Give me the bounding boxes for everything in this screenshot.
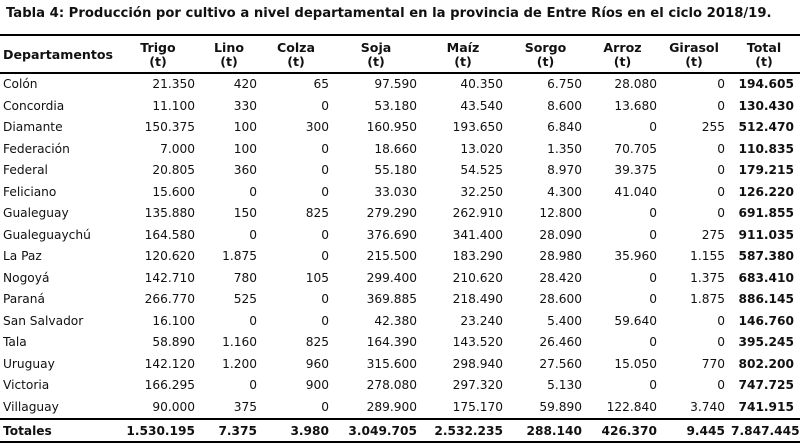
value-cell: 150	[233, 206, 257, 221]
value-cell: 28.420	[539, 270, 582, 285]
table-row	[0, 268, 800, 290]
value-cell: 0	[717, 206, 725, 221]
column-header-3	[332, 35, 420, 73]
value-cell: 375	[233, 399, 257, 414]
row-total-cell: 126.220	[738, 184, 794, 199]
row-total-cell: 146.760	[738, 313, 794, 328]
value-cell: 0	[321, 249, 329, 264]
value-cell: 289.900	[366, 399, 417, 414]
value-cell: 65	[313, 77, 329, 92]
column-name: Soja	[360, 40, 392, 55]
value-cell: 1.875	[690, 292, 725, 307]
value-cell: 0	[321, 313, 329, 328]
value-cell: 0	[321, 141, 329, 156]
row-total-cell: 886.145	[738, 292, 794, 307]
column-header-1	[198, 35, 260, 73]
value-cell: 0	[649, 206, 657, 221]
column-name: Total	[746, 40, 782, 55]
totals-label: Totales	[3, 423, 52, 438]
column-unit: (t)	[287, 54, 305, 69]
value-cell: 525	[233, 292, 257, 307]
value-cell: 297.320	[452, 378, 503, 393]
value-cell: 0	[717, 163, 725, 178]
value-cell: 300	[305, 120, 329, 135]
value-cell: 35.960	[614, 249, 657, 264]
column-header-8	[728, 35, 800, 73]
value-cell: 0	[717, 77, 725, 92]
table-row	[0, 160, 800, 182]
column-name: Maíz	[446, 40, 480, 55]
column-header-departamentos: Departamentos	[3, 47, 114, 62]
column-unit: (t)	[454, 54, 472, 69]
value-cell: 0	[249, 184, 257, 199]
table-row	[0, 289, 800, 311]
value-cell: 7.000	[160, 141, 195, 156]
value-cell: 900	[305, 378, 329, 393]
value-cell: 59.890	[539, 399, 582, 414]
column-total-cell: 3.049.705	[348, 423, 417, 438]
row-total-cell: 802.200	[738, 356, 794, 371]
department-name: Colón	[3, 77, 38, 92]
value-cell: 100	[233, 141, 257, 156]
value-cell: 210.620	[452, 270, 503, 285]
value-cell: 825	[305, 335, 329, 350]
value-cell: 8.970	[547, 163, 582, 178]
row-total-cell: 179.215	[738, 163, 794, 178]
value-cell: 0	[249, 313, 257, 328]
value-cell: 5.130	[547, 378, 582, 393]
department-name: Tala	[3, 335, 27, 350]
table-row	[0, 117, 800, 139]
value-cell: 100	[233, 120, 257, 135]
column-unit: (t)	[367, 54, 385, 69]
value-cell: 70.705	[614, 141, 657, 156]
table-footer	[0, 419, 800, 442]
value-cell: 0	[321, 184, 329, 199]
value-cell: 13.020	[460, 141, 503, 156]
value-cell: 0	[321, 98, 329, 113]
value-cell: 1.875	[222, 249, 257, 264]
column-name: Trigo	[140, 40, 176, 55]
value-cell: 160.950	[366, 120, 417, 135]
value-cell: 41.040	[614, 184, 657, 199]
department-name: La Paz	[3, 249, 42, 264]
table-row	[0, 73, 800, 96]
column-total-cell: 1.530.195	[126, 423, 195, 438]
value-cell: 54.525	[460, 163, 503, 178]
value-cell: 0	[321, 163, 329, 178]
value-cell: 23.240	[460, 313, 503, 328]
row-total-cell: 110.835	[738, 141, 794, 156]
value-cell: 278.080	[366, 378, 417, 393]
value-cell: 16.100	[152, 313, 195, 328]
value-cell: 28.080	[614, 77, 657, 92]
department-name: Federación	[3, 141, 70, 156]
value-cell: 0	[649, 378, 657, 393]
value-cell: 59.640	[614, 313, 657, 328]
column-header-6	[585, 35, 660, 73]
column-unit: (t)	[613, 54, 632, 69]
value-cell: 266.770	[144, 292, 195, 307]
row-total-cell: 395.245	[738, 335, 794, 350]
value-cell: 0	[717, 335, 725, 350]
table-row	[0, 203, 800, 225]
value-cell: 97.590	[374, 77, 417, 92]
value-cell: 825	[305, 206, 329, 221]
value-cell: 105	[305, 270, 329, 285]
value-cell: 20.805	[152, 163, 195, 178]
row-total-cell: 683.410	[738, 270, 794, 285]
table-row	[0, 375, 800, 397]
column-total-cell: 2.532.235	[434, 423, 503, 438]
value-cell: 42.380	[374, 313, 417, 328]
value-cell: 1.155	[690, 249, 725, 264]
table-row	[0, 246, 800, 268]
value-cell: 5.400	[547, 313, 582, 328]
value-cell: 0	[717, 141, 725, 156]
grand-total-cell: 7.847.445	[731, 423, 800, 438]
column-total-cell: 9.445	[686, 423, 725, 438]
value-cell: 6.840	[547, 120, 582, 135]
table-row	[0, 96, 800, 118]
department-name: Federal	[3, 163, 48, 178]
value-cell: 28.980	[539, 249, 582, 264]
value-cell: 3.740	[690, 399, 725, 414]
value-cell: 28.600	[539, 292, 582, 307]
value-cell: 376.690	[366, 227, 417, 242]
value-cell: 120.620	[144, 249, 195, 264]
value-cell: 341.400	[452, 227, 503, 242]
department-name: Victoria	[3, 378, 50, 393]
value-cell: 175.170	[452, 399, 503, 414]
table-title: Tabla 4: Producción por cultivo a nivel departamental en la provincia de Entre Ríos en el ciclo 2018/19.	[6, 6, 772, 21]
value-cell: 1.350	[547, 141, 582, 156]
value-cell: 40.350	[460, 77, 503, 92]
value-cell: 122.840	[606, 399, 657, 414]
totals-row	[0, 419, 800, 442]
value-cell: 27.560	[539, 356, 582, 371]
row-total-cell: 130.430	[738, 98, 794, 113]
value-cell: 1.160	[222, 335, 257, 350]
value-cell: 33.030	[374, 184, 417, 199]
column-unit: (t)	[149, 54, 167, 69]
value-cell: 0	[321, 399, 329, 414]
value-cell: 15.600	[152, 184, 195, 199]
value-cell: 0	[649, 270, 657, 285]
value-cell: 0	[249, 378, 257, 393]
value-cell: 0	[321, 292, 329, 307]
column-header-7	[660, 35, 728, 73]
value-cell: 28.090	[539, 227, 582, 242]
value-cell: 0	[649, 227, 657, 242]
value-cell: 58.890	[152, 335, 195, 350]
value-cell: 330	[233, 98, 257, 113]
value-cell: 780	[233, 270, 257, 285]
table-row	[0, 332, 800, 354]
department-name: Gualeguay	[3, 206, 69, 221]
column-header-2	[260, 35, 332, 73]
value-cell: 164.390	[366, 335, 417, 350]
value-cell: 53.180	[374, 98, 417, 113]
row-total-cell: 747.725	[738, 378, 794, 393]
value-cell: 255	[701, 120, 725, 135]
table-body	[0, 73, 800, 419]
value-cell: 21.350	[152, 77, 195, 92]
department-name: Villaguay	[3, 399, 59, 414]
value-cell: 183.290	[452, 249, 503, 264]
value-cell: 142.120	[144, 356, 195, 371]
value-cell: 26.460	[539, 335, 582, 350]
column-total-cell: 288.140	[526, 423, 582, 438]
value-cell: 150.375	[144, 120, 195, 135]
production-table	[0, 34, 800, 443]
column-name: Girasol	[669, 40, 719, 55]
column-name: Colza	[276, 40, 316, 55]
department-name: Nogoyá	[3, 270, 50, 285]
header-row	[0, 35, 800, 73]
value-cell: 1.375	[690, 270, 725, 285]
value-cell: 39.375	[614, 163, 657, 178]
value-cell: 90.000	[152, 399, 195, 414]
table-row	[0, 354, 800, 376]
column-total-cell: 3.980	[290, 423, 329, 438]
column-name: Sorgo	[524, 40, 567, 55]
row-total-cell: 194.605	[738, 77, 794, 92]
value-cell: 1.200	[222, 356, 257, 371]
value-cell: 0	[717, 184, 725, 199]
row-total-cell: 691.855	[738, 206, 794, 221]
value-cell: 0	[649, 292, 657, 307]
value-cell: 12.800	[539, 206, 582, 221]
value-cell: 369.885	[366, 292, 417, 307]
value-cell: 193.650	[452, 120, 503, 135]
value-cell: 6.750	[547, 77, 582, 92]
value-cell: 298.940	[452, 356, 503, 371]
value-cell: 15.050	[614, 356, 657, 371]
value-cell: 299.400	[366, 270, 417, 285]
department-name: Diamante	[3, 120, 63, 135]
column-total-cell: 7.375	[218, 423, 257, 438]
value-cell: 55.180	[374, 163, 417, 178]
value-cell: 4.300	[547, 184, 582, 199]
value-cell: 275	[701, 227, 725, 242]
department-name: Paraná	[3, 292, 45, 307]
column-header-0	[118, 35, 198, 73]
value-cell: 166.295	[144, 378, 195, 393]
table-row	[0, 397, 800, 420]
table-row	[0, 139, 800, 161]
column-header-5	[506, 35, 585, 73]
column-name: Arroz	[603, 40, 642, 55]
value-cell: 18.660	[374, 141, 417, 156]
value-cell: 279.290	[366, 206, 417, 221]
value-cell: 262.910	[452, 206, 503, 221]
column-unit: (t)	[536, 54, 555, 69]
department-name: Feliciano	[3, 184, 57, 199]
row-total-cell: 911.035	[738, 227, 794, 242]
column-unit: (t)	[685, 54, 703, 69]
department-name: San Salvador	[3, 313, 84, 328]
value-cell: 360	[233, 163, 257, 178]
value-cell: 0	[321, 227, 329, 242]
value-cell: 218.490	[452, 292, 503, 307]
value-cell: 32.250	[460, 184, 503, 199]
value-cell: 315.600	[366, 356, 417, 371]
table-row	[0, 311, 800, 333]
value-cell: 142.710	[144, 270, 195, 285]
column-unit: (t)	[755, 54, 773, 69]
value-cell: 420	[233, 77, 257, 92]
value-cell: 0	[717, 313, 725, 328]
value-cell: 0	[717, 98, 725, 113]
value-cell: 770	[701, 356, 725, 371]
value-cell: 0	[649, 335, 657, 350]
value-cell: 0	[249, 227, 257, 242]
department-name: Concordia	[3, 98, 65, 113]
value-cell: 11.100	[152, 98, 195, 113]
column-total-cell: 426.370	[601, 423, 657, 438]
value-cell: 164.580	[144, 227, 195, 242]
value-cell: 215.500	[366, 249, 417, 264]
table-row	[0, 225, 800, 247]
row-total-cell: 741.915	[738, 399, 794, 414]
value-cell: 43.540	[460, 98, 503, 113]
value-cell: 0	[717, 378, 725, 393]
column-header-4	[420, 35, 506, 73]
value-cell: 13.680	[614, 98, 657, 113]
department-name: Gualeguaychú	[3, 227, 91, 242]
value-cell: 143.520	[452, 335, 503, 350]
value-cell: 8.600	[547, 98, 582, 113]
row-total-cell: 512.470	[738, 120, 794, 135]
value-cell: 960	[305, 356, 329, 371]
row-total-cell: 587.380	[738, 249, 794, 264]
column-name: Lino	[214, 40, 244, 55]
department-name: Uruguay	[3, 356, 55, 371]
table-row	[0, 182, 800, 204]
table-header	[0, 35, 800, 73]
value-cell: 0	[649, 120, 657, 135]
value-cell: 135.880	[144, 206, 195, 221]
column-unit: (t)	[220, 54, 238, 69]
